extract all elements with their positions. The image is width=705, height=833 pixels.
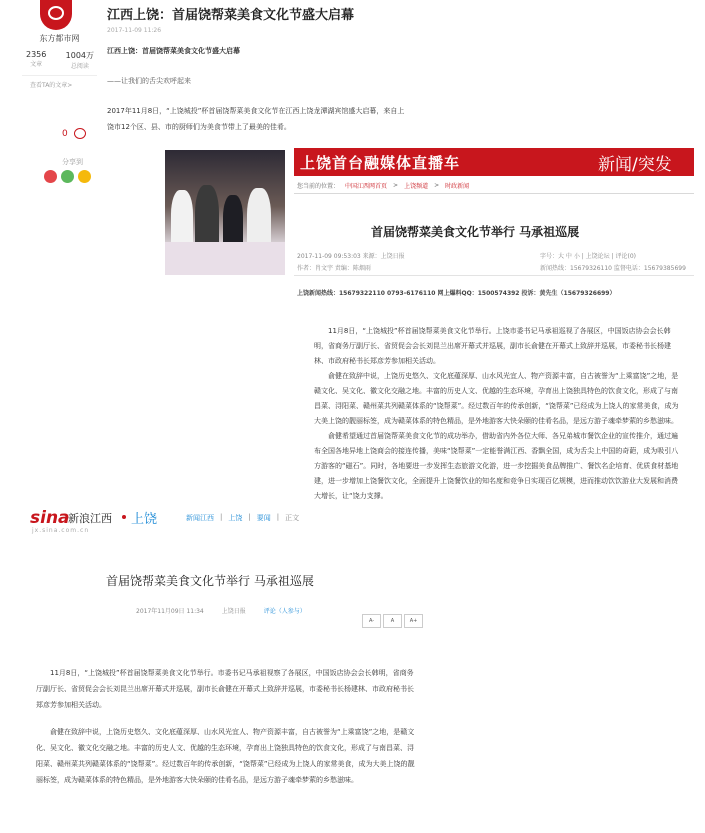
breadcrumb-section[interactable]: 时政新闻 (445, 183, 470, 190)
sina-source: 上饶日报 (221, 608, 246, 615)
article-date: 2017-11-09 11:26 (107, 27, 162, 34)
breadcrumb (297, 181, 469, 190)
banner-right-text: 新闻/突发 (598, 155, 672, 175)
comment-count: 0 (62, 128, 68, 139)
qzone-share-icon[interactable] (78, 170, 91, 183)
sidebar-divider (22, 75, 97, 76)
news-body (314, 324, 684, 504)
event-photo (165, 150, 285, 275)
sina-region[interactable]: 新浪江西 (68, 512, 112, 525)
breadcrumb-home[interactable]: 中国江西网首页 (345, 183, 388, 190)
news-meta: 2017-11-09 09:53:03 来源：上饶日报 (297, 253, 405, 260)
font-smaller-button[interactable]: A- (362, 614, 381, 628)
sina-comment-link[interactable]: 评论（人参与） (263, 608, 306, 615)
news-title: 首届饶帮菜美食文化节举行 马承祖巡展 (371, 225, 580, 239)
breadcrumb-channel[interactable]: 上饶频道 (404, 183, 429, 190)
crumb-headlines[interactable]: 要闻 (256, 514, 271, 522)
stat-articles: 2356 文章 (26, 50, 47, 68)
sina-title: 首届饶帮菜美食文化节举行 马承祖巡展 (106, 574, 314, 588)
font-larger-button[interactable]: A+ (404, 614, 423, 628)
breadcrumb-sep: > (393, 182, 399, 189)
sina-body (36, 665, 418, 799)
breadcrumb-sep: > (434, 182, 440, 189)
news-paragraph: 俞健在致辞中说，上饶历史悠久、文化底蕴深厚、山水风光宜人、物产资源丰富，自古被誉为“上乘富饶”之地，是赣文化、吴文化、徽文化交融之地。丰富的历史人文、优越的生态环境，孕育出上饶独具特色的饮食文化，形成了与南昌菜、浔阳菜、赣州菜共列赣菜体系的“饶帮菜”。经过数百年的传承创新，“饶帮菜”已经成为上饶人的家常美食，成为大美上饶的靓丽标签，成为赣菜体系的特色精品，是外地游客大快朵颐的佳肴名品，是远方游子魂牵梦萦的乡愁滋味。 (314, 372, 679, 425)
location-label: 您当前的位置： (297, 183, 340, 190)
news-paragraph: 11月8日，“上饶城投”杯首届饶帮菜美食文化节举行。上饶市委书记马承祖巡视了各展区，中国饭店协会会长韩明，省商务厅副厅长、省贸促会会长刘昆兰出席开幕式并巡展，副市长俞健在开幕式上致辞并巡展，市委秘书长杨建林、市政府秘书长郑彦芳参加相关活动。 (314, 327, 671, 365)
crumb-sep: | (248, 513, 251, 521)
article-paragraph: 2017年11月8日，“上饶城投”杯首届饶帮菜美食文化节在江西上饶龙潭湖宾馆盛大启幕，来自上饶市12个区、县、市的厨师们为美食节带上了最美的佳肴。 (107, 107, 405, 131)
sina-paragraph: 11月8日，“上饶城投”杯首届饶帮菜美食文化节举行。市委书记马承祖视察了各展区，中国饭店协会会长韩明，省商务厅副厅长、省贸促会会长刘昆兰出席开幕式并巡展，副市长俞健在开幕式上致辞并巡展，市委秘书长杨建林、市政府秘书长郑彦芳参加相关活动。 (36, 669, 414, 709)
sina-logo[interactable]: sina (30, 508, 70, 528)
article-title: 江西上饶：首届饶帮菜美食文化节盛大启幕 (107, 8, 355, 23)
account-stats (26, 50, 94, 70)
news-author: 作者：肖文宇 责编：陈烟雨 (297, 265, 371, 272)
news-paragraph: 俞健希望通过首届饶帮菜美食文化节的成功举办，借助省内外各位大师、各兄弟城市餐饮企业的宣传推介，通过遍布全国各地异地上饶商会的接连传播，美味“饶帮菜”一定能誉满江西、香飘全国，成为舌尖上中国的奇葩，成为吸引八方游客的“磁石”。同时，各地要进一步发挥生态旅游文化游，进一步挖掘美食品牌推广、餐饮名企培育、优质食材基地建，进一步增加上饶餐饮文化，全面提升上饶餐饮业的知名度和竞争日实现百亿规模，进而推动饮饮游业大发展和消费大增长，让“饶力支撑。 (314, 432, 679, 500)
sina-city[interactable]: 上饶 (131, 512, 158, 527)
font-normal-button[interactable]: A (383, 614, 402, 628)
sina-paragraph: 俞健在致辞中说，上饶历史悠久、文化底蕴深厚、山水风光宜人、物产资源丰富，自古被誉为“上乘富饶”之地，是赣文化、吴文化、徽文化交融之地。丰富的历史人文、优越的生态环境，孕育出上饶独具特色的饮食文化，形成了与南昌菜、浔阳菜、赣州菜共列赣菜体系的“饶帮菜”。经过数百年的传承创新，“饶帮菜”已经成为上饶人的家常美食，成为大美上饶的靓丽标签，成为赣菜体系的特色精品，是外地游客大快朵颐的佳肴名品，是远方游子魂牵梦萦的乡愁滋味。 (36, 728, 415, 784)
sina-date: 2017年11月09日 11:34 (136, 608, 204, 615)
article-tagline: ——让我们的舌尖欢呼起来 (107, 77, 191, 85)
crumb-city[interactable]: 上饶 (228, 514, 243, 522)
account-name[interactable]: 东方都市网 (39, 34, 80, 43)
stat-reads: 1004万 总阅读 (65, 51, 94, 70)
share-label: 分享到 (62, 158, 83, 166)
share-icons (44, 170, 91, 183)
sina-breadcrumb (186, 513, 299, 523)
crumb-article: 正文 (285, 514, 300, 522)
comment-icon (74, 128, 86, 139)
crumb-sep: | (276, 513, 280, 521)
view-articles-link[interactable]: 查看TA的文章> (30, 82, 73, 89)
divider (294, 275, 694, 276)
dot-icon (122, 515, 126, 519)
crumb-news[interactable]: 新闻江西 (186, 514, 214, 522)
logo-icon (48, 6, 64, 20)
font-size-controls (362, 614, 423, 628)
divider (294, 193, 694, 194)
news-hotline: 新闻热线：15679326110 监督电话：15679385699 (540, 265, 686, 272)
news-contact: 上饶新闻热线：15679322110 0793-6176110 网上爆料QQ：1500574392 投诉：黄先生（15679326699） (297, 290, 616, 297)
wechat-share-icon[interactable] (61, 170, 74, 183)
crumb-sep: | (220, 513, 223, 521)
sina-domain: jx.sina.com.cn (32, 527, 90, 534)
article-subtitle: 江西上饶：首届饶帮菜美食文化节盛大启幕 (107, 47, 240, 55)
banner-left-text: 上饶首台融媒体直播车 (300, 154, 461, 172)
news-tools[interactable]: 字号：大 中 小 | 上饶论坛 | 评论(0) (540, 253, 636, 260)
sina-meta (136, 606, 306, 615)
comment-counter[interactable] (62, 128, 86, 139)
weibo-share-icon[interactable] (44, 170, 57, 183)
